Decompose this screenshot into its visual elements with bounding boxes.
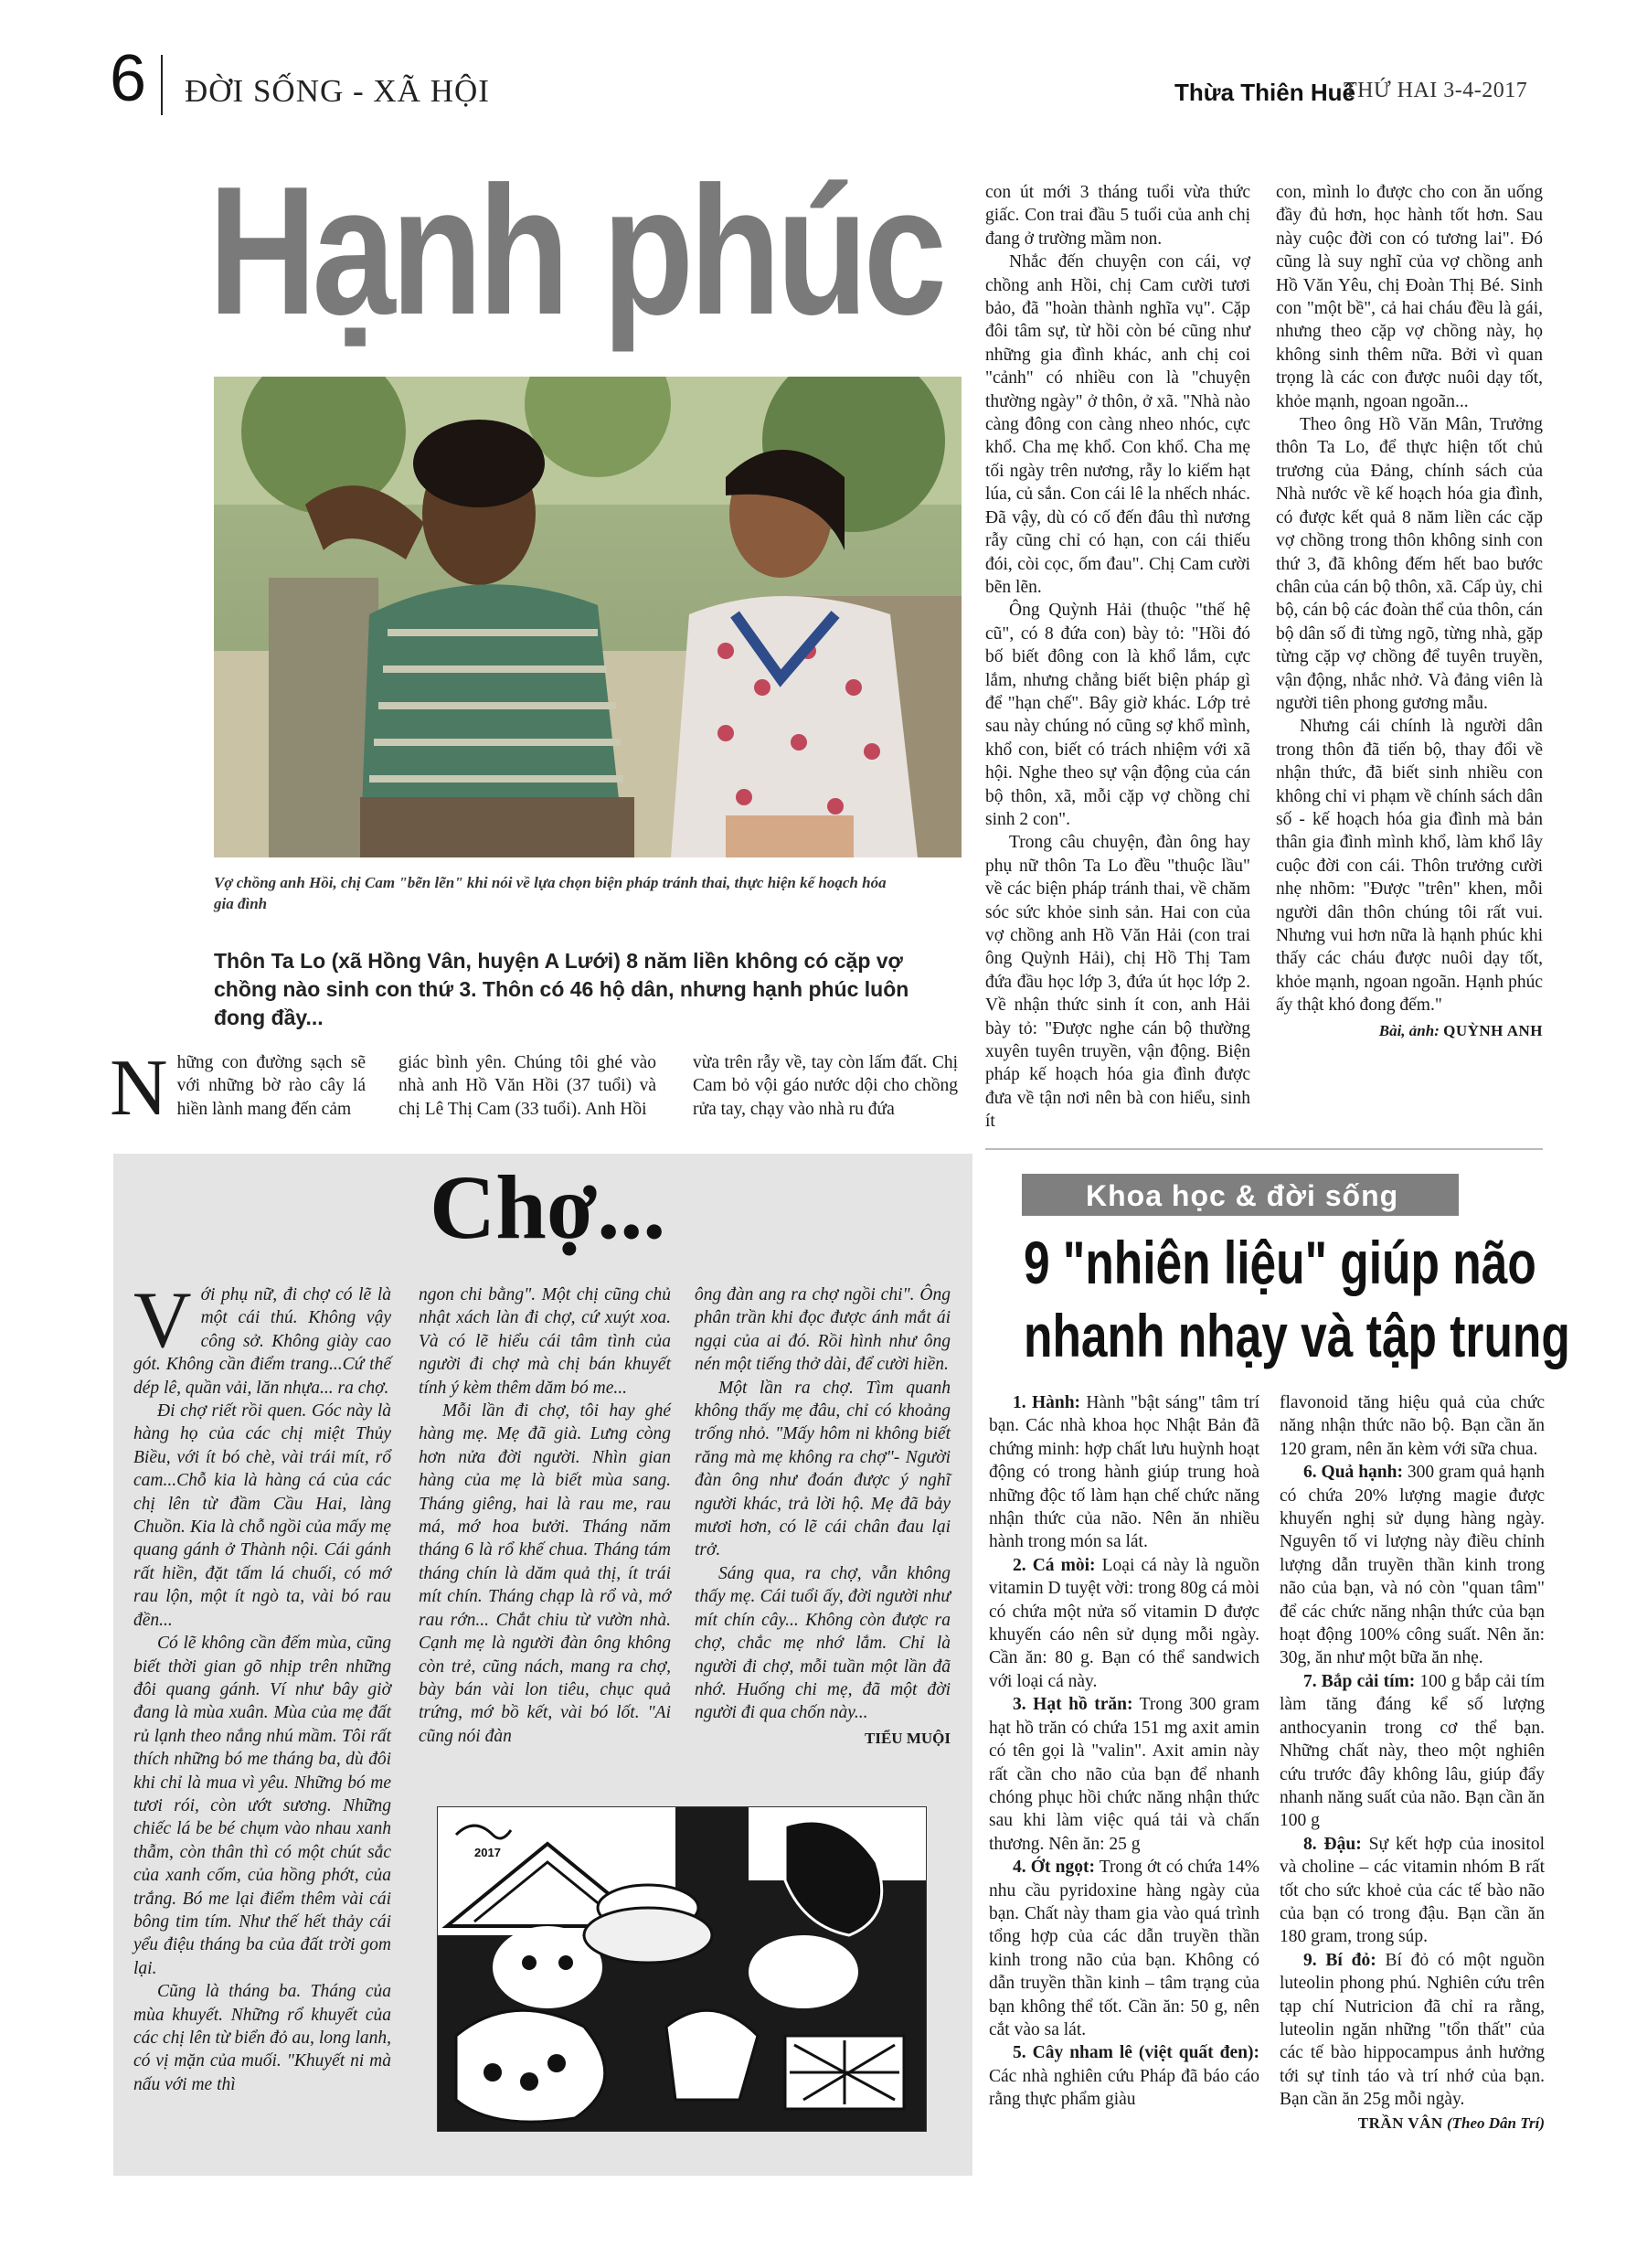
article1-column-2 <box>398 1051 656 1121</box>
illustration-signature: 2017 <box>474 1846 501 1859</box>
item-2-heading: 2. Cá mòi: <box>1013 1555 1096 1575</box>
item-1-heading: 1. Hành: <box>1013 1393 1081 1412</box>
item-5-text-cont: flavonoid tăng hiệu quả của chức năng nhận thức não bộ. Bạn cần ăn 120 gram, nên ăn kèm với sữa chua. <box>1280 1393 1545 1459</box>
article1-column-3 <box>693 1051 958 1121</box>
item-2-text: Loại cá này là nguồn vitamin D tuyệt vời: trong 80g cá mòi có chứa một nửa số vitamin D được khuyến cáo nên sử dụng mỗi ngày. Cần ăn: 80 g. Bạn có thể sandwich với loại cá này. <box>989 1555 1259 1691</box>
item-7-text: 100 g bắp cải tím làm tăng đáng kể số lượng anthocyanin trong cơ thể bạn. Những chất này, theo một nghiên cứu trước đây không lâu, giúp đẩy nhanh năng suất của não. Bạn cần ăn 100 g <box>1280 1671 1545 1831</box>
page-number: 6 <box>110 42 147 115</box>
article2-col1-p1: ới phụ nữ, đi chợ có lẽ là một cái thú. Không vậy công sở. Không giày cao gót. Không cần điểm trang...Cứ thế dép lê, quần vải, lăn nhựa... ra chợ. <box>133 1285 391 1398</box>
article2-col3-p2: Một lần ra chợ. Tìm quanh không thấy mẹ đâu, chỉ có khoảng trống nhỏ. "Mấy hôm ni không biết răng mà mẹ không ra chợ"- Người đàn ông như đoán được ý nghĩ người khác, trả lời hộ. Mẹ đã bảy mươi hơn, có lẽ cái chân đau lại trở. <box>695 1378 951 1560</box>
paper-name: Thừa Thiên Huế <box>1174 79 1355 106</box>
byline-author: TRẦN VÂN <box>1357 2114 1443 2132</box>
photo-caption: Vợ chồng anh Hồi, chị Cam "bẽn lẽn" khi nói về lựa chọn biện pháp tránh thai, thực hiện kế hoạch hóa gia đình <box>214 874 887 912</box>
item-5-text: Các nhà nghiên cứu Pháp đã báo cáo rằng thực phẩm giàu <box>989 2066 1259 2110</box>
article1-col4-p1: con út mới 3 tháng tuổi vừa thức giấc. Con trai đầu 5 tuổi của anh chị đang ở trường mầm non. <box>985 183 1250 249</box>
article1-column-1 <box>110 1044 366 1133</box>
article2-col3-p3: Sáng qua, ra chợ, vẫn không thấy mẹ. Cái tuổi ấy, đời người như mít chín cây... Không còn được ra chợ, chắc mẹ nhớ lắm. Chỉ là người đi chợ, mỗi tuần một lần đã nhớ. Huống chi mẹ, đã một đời người đi qua chốn này... <box>695 1563 951 1723</box>
item-5-heading: 5. Cây nham lê (việt quất đen): <box>1013 2043 1259 2063</box>
byline-author: TIỂU MUỘI <box>865 1729 951 1747</box>
header-divider <box>161 55 163 115</box>
article1-column-4 <box>985 181 1250 1134</box>
article2-col2-p1: ngon chi bằng". Một chị cũng chủ nhật xách làn đi chợ, cứ xuýt xoa. Và có lẽ hiểu cái tâm tình của người đi chợ mà chị bán khuyết tính ý kèm thêm dăm bó me... <box>419 1285 671 1398</box>
article2-col1-p4: Cũng là tháng ba. Tháng của mùa khuyết. Những rổ khuyết của các chị lên từ biển đỏ au, long lanh, có vị mặn của muối. "Khuyết ni mà nấu với me thì <box>133 1982 391 2094</box>
article2-title: Chợ... <box>430 1156 666 1258</box>
article3-title-line1: 9 "nhiên liệu" giúp não <box>1024 1229 1536 1296</box>
article1-col4-p3: Ông Quỳnh Hải (thuộc "thế hệ cũ", có 8 đứa con) bày tỏ: "Hồi đó bố biết đông con là khổ lắm, cực lắm, nhưng chẳng biết biện pháp gì để "hạn chế". Bây giờ khác. Lớp trẻ sau này chúng nó cũng sợ khổ mình, khổ con, biết có trách nhiệm với xã hội. Nghe theo sự vận động của cán bộ thôn, xã, mỗi cặp vợ chồng chỉ sinh 2 con". <box>985 601 1250 829</box>
article2-col1-p2: Đi chợ riết rồi quen. Góc này là hàng họ của các chị miệt Thủy Biều, với ít bó chè, vài trái mít, rổ cam...Chỗ kia là hàng cá của các chị lên từ đầm Cầu Hai, làng Chuồn. Kia là chỗ ngồi của mấy mẹ quang gánh ở Thành nội. Cái gánh rất hiền, đặt tấm lá chuối, có mớ rau lộn, một ít ngò ta, vài bó rau đền... <box>133 1401 391 1630</box>
section-divider <box>985 1148 1543 1150</box>
article-lead: Thôn Ta Lo (xã Hồng Vân, huyện A Lưới) 8 năm liền không có cặp vợ chồng nào sinh con thứ 3. Thôn có 46 hộ dân, nhưng hạnh phúc luôn đong đầy... <box>214 949 909 1029</box>
article1-dropcap: N <box>110 1044 168 1133</box>
item-4-heading: 4. Ớt ngọt: <box>1013 1858 1095 1878</box>
item-9-text: Bí đỏ có một nguồn luteolin phong phú. Nghiên cứu trên tạp chí Nutricion đã chỉ ra rằng, luteolin ngăn những "tổn thất" của các tế bào hippocampus ảnh hưởng tới sự tỉnh táo và trí nhớ của bạn. Bạn cần ăn 25g mỗi ngày. <box>1280 1950 1546 2110</box>
item-3-text: Trong 300 gram hạt hồ trăn có chứa 151 mg axit amin có tên gọi là "valin". Axit amin này rất cần cho não của bạn để nhanh chóng phục hồi chức năng nhận thức sau khi làm việc quá tải và chấn thương. Nên ăn: 25 g <box>989 1695 1259 1854</box>
article2-column-3 <box>695 1283 951 1750</box>
article3-byline <box>1280 2112 1545 2135</box>
article3-column-1 <box>989 1391 1259 2112</box>
issue-date: THỨ HAI 3-4-2017 <box>1344 79 1528 102</box>
couple-photo <box>214 377 962 857</box>
item-4-text: Trong ớt có chứa 14% nhu cầu pyridoxine hàng ngày của bạn. Chất này tham gia vào quá trình tổng hợp của các dẫn truyền thần kinh trong não của bạn. Không có dẫn truyền thần kinh – tâm trạng của bạn không thể tốt. Cần ăn: 50 g, nên cắt vào sa lát. <box>989 1858 1260 2039</box>
article2-col1-p3: Có lẽ không cần đếm mùa, cũng biết thời gian gõ nhịp trên những đôi quang gánh. Ví như bây giờ đang là mùa xuân. Mùa của mẹ đất rủ lạnh theo nắng nhú mầm. Tôi rất thích những bó me tháng ba, dù đôi khi chỉ là mua vì yêu. Những bó me tươi rói, còn ướt sương. Những chiếc lá be bé chụm vào nhau xanh thẫm, còn thân thì có một chút sắc của xanh cốm, của hồng phớt, của trắng. Bó me lại điểm thêm vài cái bông tim tím. Như thế hết thảy cái yểu điệu tháng ba của đất trời gom lại. <box>133 1634 391 1978</box>
item-7-heading: 7. Bắp cải tím: <box>1303 1671 1416 1691</box>
item-8-text: Sự kết hợp của inositol và choline – các vitamin nhóm B rất tốt cho sức khoẻ của các tế bào não của bạn có trong đậu. Bạn cần ăn 180 gram, trong súp. <box>1280 1834 1546 1947</box>
byline-source: (Theo Dân Trí) <box>1446 2114 1545 2132</box>
article1-column-5 <box>1276 181 1543 1042</box>
article1-byline <box>1276 1019 1543 1042</box>
article1-col3-text: vừa trên rẫy về, tay còn lấm đất. Chị Cam bỏ vội gáo nước dội cho chồng rửa tay, chạy vào nhà ru đứa <box>693 1053 958 1119</box>
article3-column-2 <box>1280 1391 1545 2135</box>
item-6-heading: 6. Quả hạnh: <box>1303 1463 1403 1483</box>
article1-col4-p4: Trong câu chuyện, đàn ông hay phụ nữ thôn Ta Lo đều "thuộc lầu" về các biện pháp tránh thai, về chăm sóc sức khỏe sinh sản. Hai con của vợ chồng anh Hồ Văn Hải (con trai ông Quỳnh Hải), chị Hồ Thị Tam đứa đầu học lớp 3, đứa út học lớp 2. Về nhận thức sinh ít con, anh Hải bày tỏ: "Được nghe cán bộ thường xuyên tuyên truyền, vận động. Biện pháp kế hoạch hóa gia đình được đưa về tận nơi nên bà con hiểu, sinh ít <box>985 833 1250 1132</box>
item-8-heading: 8. Đậu: <box>1303 1834 1362 1854</box>
article3-title-line2: nhanh nhạy và tập trung <box>1024 1302 1570 1369</box>
item-1-text: Hành "bật sáng" tâm trí bạn. Các nhà khoa học Nhật Bản đã chứng minh: hợp chất lưu huỳnh hoạt động có trong hành giúp trung hoà những độc tố làm hạn chế chức năng nhận thức của não. Nên ăn nhiều hành trong món sa lát. <box>989 1393 1259 1552</box>
item-6-text: 300 gram quả hạnh có chứa 20% lượng magie được khuyến nghị sử dụng hàng ngày. Nguyên tố vi lượng này điều chỉnh lượng dẫn truyền thần kinh trong não của bạn, và nó còn "quan tâm" để các chức năng nhận thức của bạn hoạt động 100% công suất. Nên ăn: 30g, ăn như một bữa ăn nhẹ. <box>1280 1463 1545 1668</box>
article1-col5-p2: Theo ông Hồ Văn Mân, Trưởng thôn Ta Lo, để thực hiện tốt chủ trương của Đảng, chính sách của Nhà nước về kế hoạch hóa gia đình, có được kết quả 8 năm liền các cặp vợ chồng trong thôn không sinh con thứ 3, đã không đếm hết bao bước chân của cán bộ thôn, xã. Cấp ủy, chi bộ, cán bộ các đoàn thể của thôn, cán bộ dân số đi từng ngõ, từng nhà, gặp từng cặp vợ chồng để tuyên truyền, vận động, nhắc nhở. Và đảng viên là người tiên phong gương mẫu. <box>1276 415 1543 713</box>
article1-col1-text: hững con đường sạch sẽ với những bờ rào cây lá hiền lành mang đến cảm <box>176 1053 366 1119</box>
byline-author: QUỲNH ANH <box>1443 1021 1543 1039</box>
item-3-heading: 3. Hạt hồ trăn: <box>1013 1695 1133 1715</box>
article2-dropcap: V <box>133 1276 192 1365</box>
section-tag-label: Khoa học & đời sống <box>1086 1179 1399 1212</box>
article1-col5-p3: Nhưng cái chính là người dân trong thôn đã tiến bộ, thay đổi về nhận thức, đã biết sinh nhiều con không chỉ vi phạm về chính sách dân số - kế hoạch hóa gia đình mà bản thân gia đình mình khổ, làm khổ lây cuộc đời con cái. Thôn trưởng cười nhẹ nhõm: "Được "trên" khen, mỗi người dân thôn chúng tôi rất vui. Nhưng vui hơn nữa là hạnh phúc khi thấy các cháu được nuôi dạy tốt, khỏe mạnh, ngoan ngoãn. Hạnh phúc ấy thật khó đong đếm." <box>1276 717 1543 1016</box>
item-9-heading: 9. Bí đỏ: <box>1303 1950 1376 1970</box>
article2-col2-p2: Mỗi lần đi chợ, tôi hay ghé hàng mẹ. Mẹ đã già. Lưng còng hơn nửa đời người. Nhìn gian hàng của mẹ là biết mùa sang. Tháng giêng, hai là rau me, rau má, mớ hoa bưởi. Tháng năm tháng 6 là rổ khế chua. Tháng tám tháng chín là dăm quả thị, ít trái mít chín. Tháng chạp là rổ và, mớ rau rớn... Chắt chiu từ vườn nhà. Cạnh mẹ là người đàn ông không còn trẻ, cũng nách, mang ra chợ, bày bán vài lon tiêu, chục quả trứng, mớ bồ kết, vài bó lốt. "Ai cũng nói đàn <box>419 1401 671 1746</box>
article2-column-1 <box>133 1276 391 2096</box>
article1-col5-p1: con, mình lo được cho con ăn uống đầy đủ hơn, học hành tốt hơn. Sau này cuộc đời con có tương lai". Đó cũng là suy nghĩ của vợ chồng anh Hồ Văn Yêu, chị Đoàn Thị Bé. Sinh con "một bề", cả hai cháu đều là gái, nhưng theo cặp vợ chồng này, họ không sinh thêm nữa. Bởi vì quan trọng là các con được nuôi dạy tốt, khỏe mạnh, ngoan ngoãn... <box>1276 183 1543 411</box>
article2-col3-p1: ông đàn ang ra chợ ngồi chi". Ông phân trần khi đọc được ánh mắt ái ngại của ai đó. Rồi hình như ông nén một tiếng thở dài, để cười hiền. <box>695 1285 951 1375</box>
section-tag <box>1022 1174 1459 1216</box>
page-header <box>0 0 1647 137</box>
article2-column-2 <box>419 1283 671 1748</box>
article-title: Hạnh phúc <box>208 149 943 353</box>
byline-prefix: Bài, ảnh: <box>1378 1021 1440 1039</box>
section-title: ĐỜI SỐNG - XÃ HỘI <box>185 73 490 109</box>
article1-col4-p2: Nhắc đến chuyện con cái, vợ chồng anh Hồi, chị Cam cười tươi bảo, đã "hoàn thành nghĩa vụ". Cặp đôi tâm sự, từ hồi còn bé cũng như những gia đình khác, anh chị coi "cảnh" có nhiều con là "chuyện thường ngày" ở thôn, ở xã. "Nhà nào càng đông con càng nheo nhóc, cực khổ. Cha mẹ khổ. Con khổ. Cha mẹ tối ngày trên nương, rẫy lo kiếm hạt lúa, củ sắn. Con cái lê la nhếch nhác. Đã vậy, dù có cố đến đâu thì nương rẫy cũng chỉ có hạn, con cái thiếu đói, còi cọc, ốm đau". Chị Cam cười bẽn lẽn. <box>985 252 1250 597</box>
article2-byline <box>695 1727 951 1750</box>
market-illustration <box>437 1806 927 2132</box>
article1-col2-text: giác bình yên. Chúng tôi ghé vào nhà anh Hồ Văn Hồi (37 tuổi) và chị Lê Thị Cam (33 tuổi). Anh Hồi <box>398 1053 656 1119</box>
